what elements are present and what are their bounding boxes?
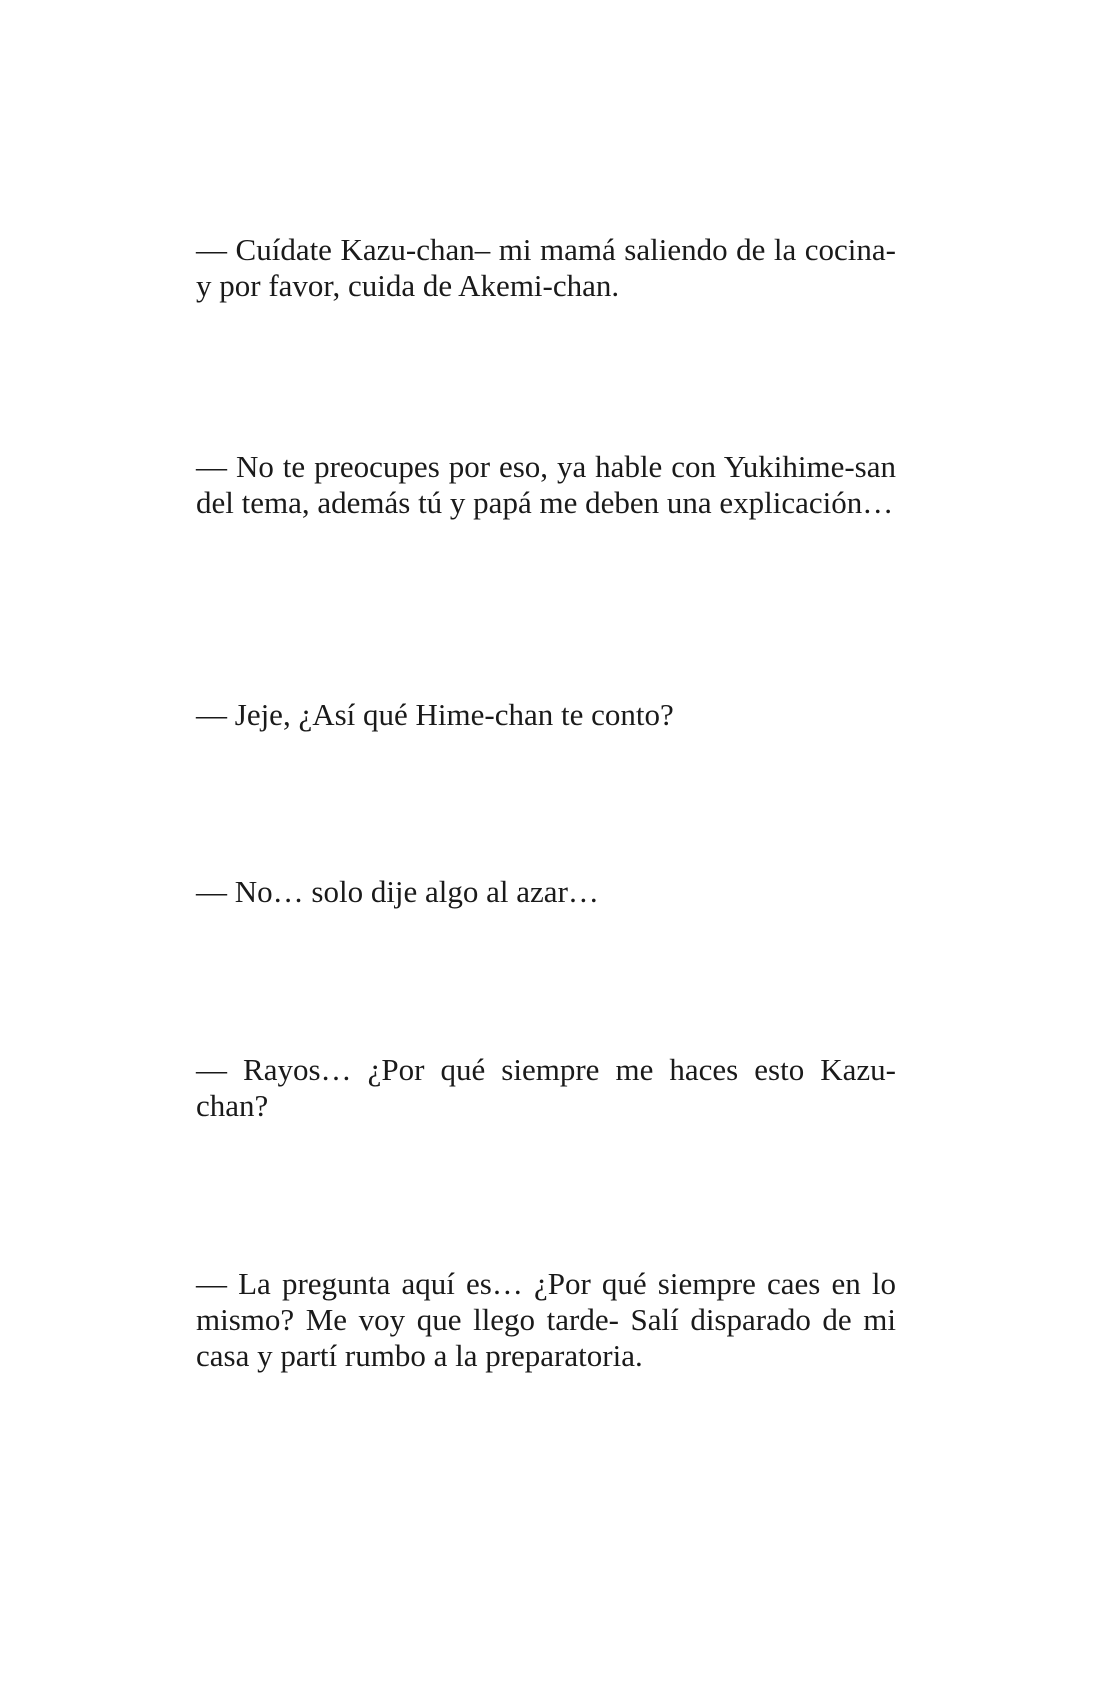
dialogue-paragraph-6: — La pregunta aquí es… ¿Por qué siempre caes en lo mismo? Me voy que llego tarde- Salí disparado de mi casa y partí rumbo a la preparatoria. [196,1266,896,1373]
dialogue-paragraph-5: — Rayos… ¿Por qué siempre me haces esto Kazu-chan? [196,1052,896,1123]
dialogue-paragraph-1: — Cuídate Kazu-chan– mi mamá saliendo de la cocina- y por favor, cuida de Akemi-chan. [196,232,896,303]
dialogue-paragraph-4: — No… solo dije algo al azar… [196,874,599,909]
dialogue-paragraph-2: — No te preocupes por eso, ya hable con Yukihime-san del tema, además tú y papá me deben una explicación… [196,449,896,520]
dialogue-paragraph-3: — Jeje, ¿Así qué Hime-chan te conto? [196,697,674,732]
